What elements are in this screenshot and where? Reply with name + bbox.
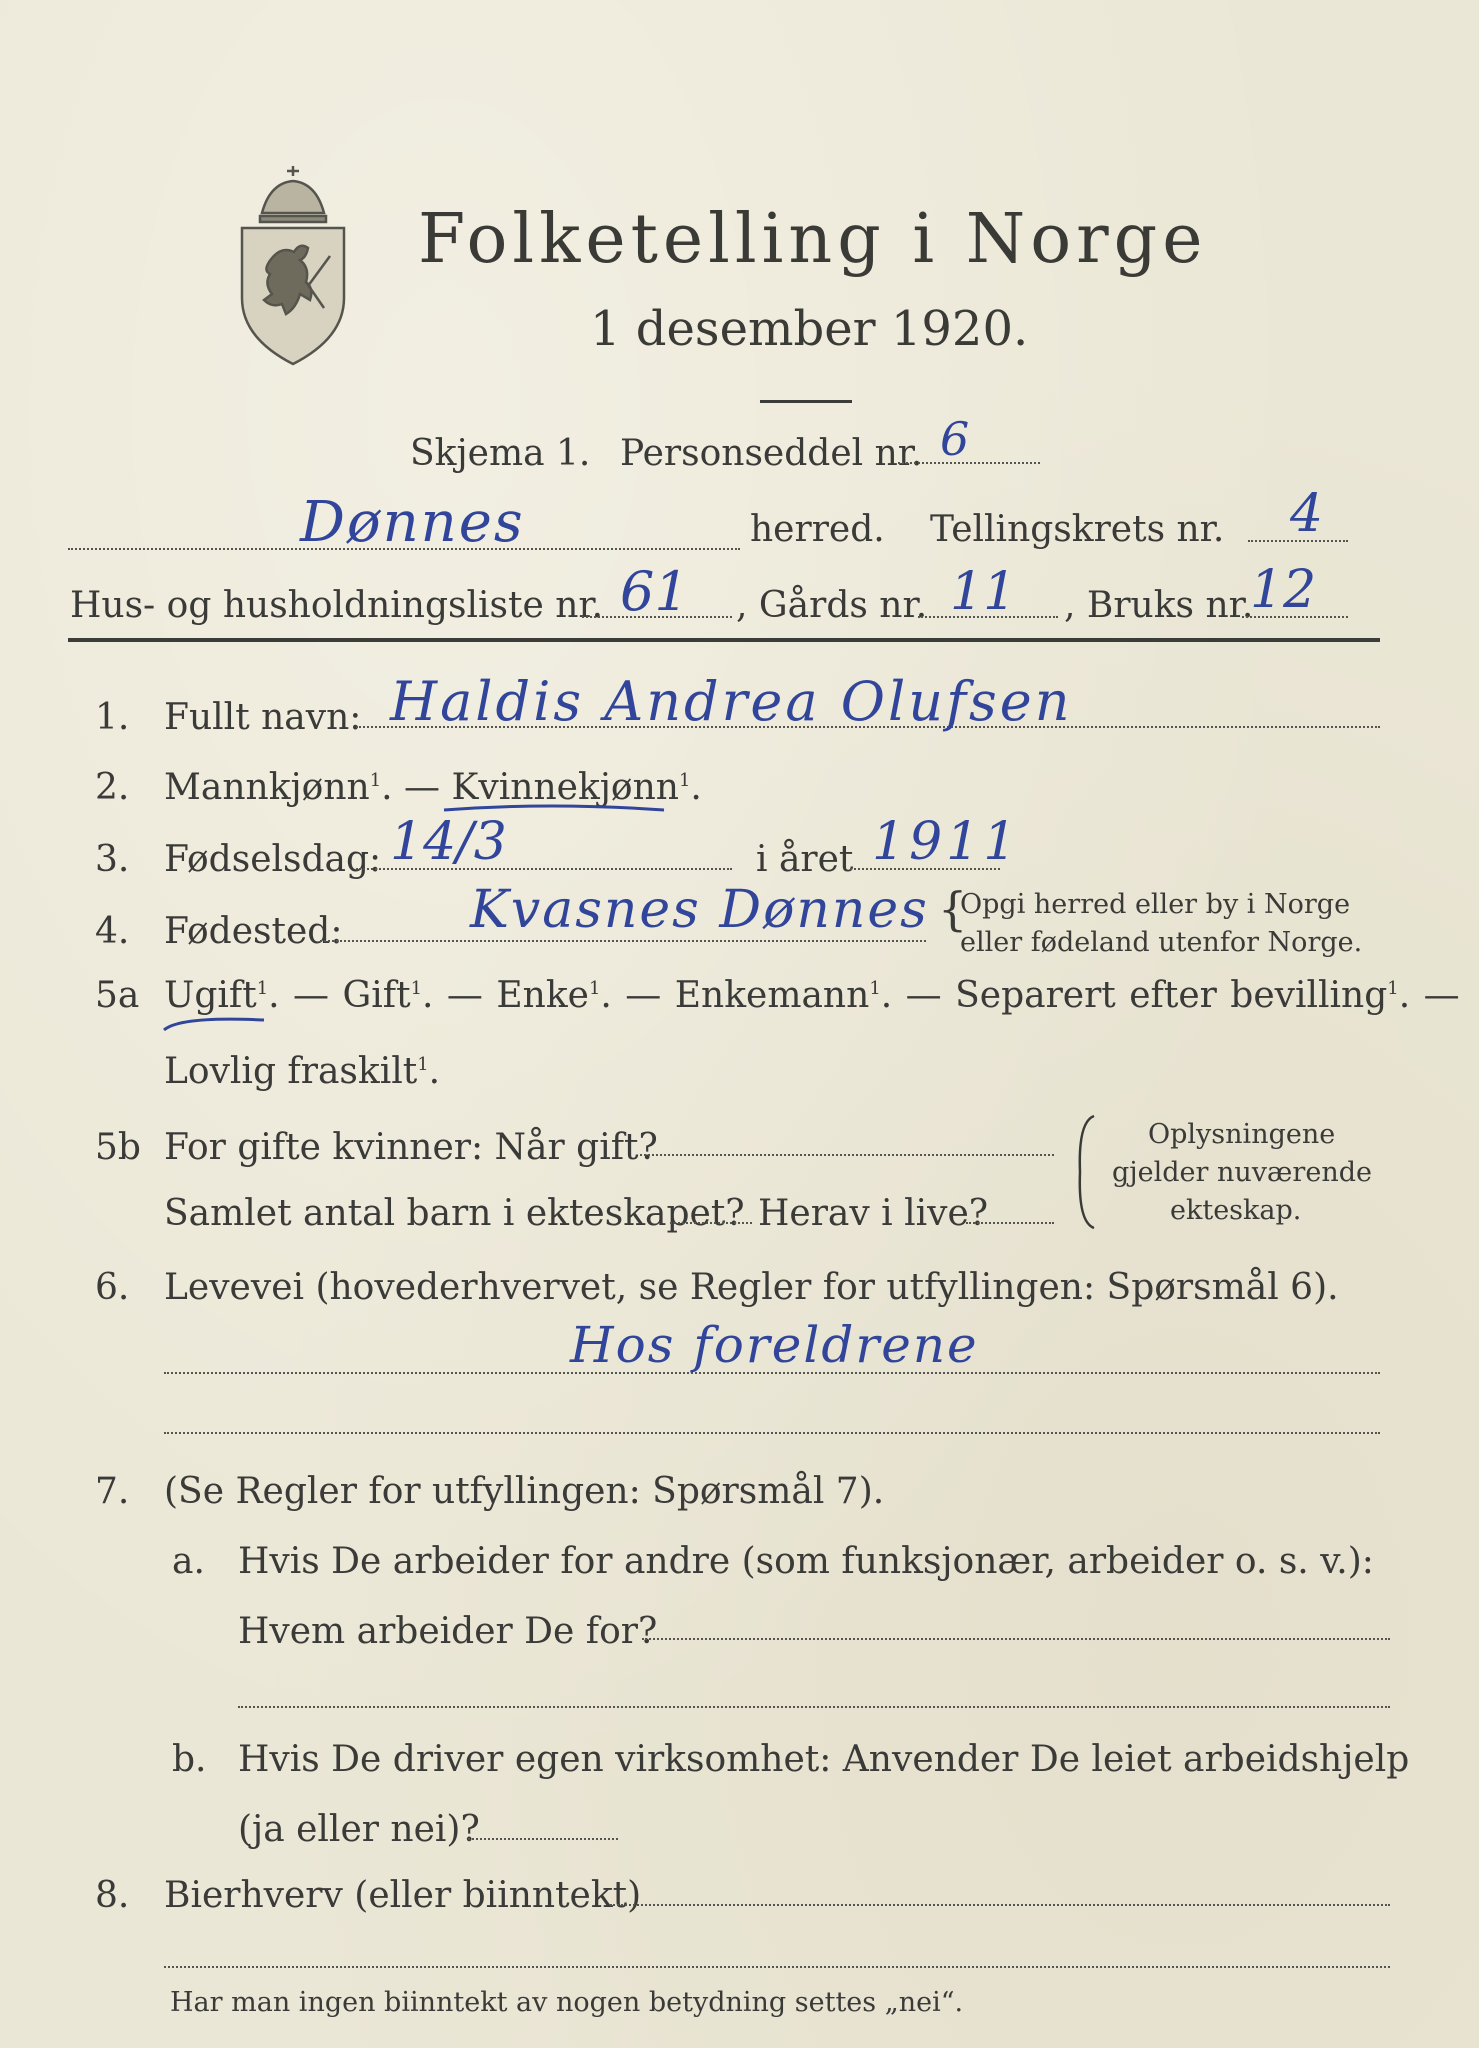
q7b-label: Hvis De driver egen virksomhet: Anvender De leiet arbeidshjelp — [238, 1739, 1410, 1780]
q7a-question: Hvem arbeider De for? — [238, 1611, 658, 1652]
occupation-value[interactable]: Hos foreldrene — [570, 1316, 979, 1374]
gender-female-option[interactable]: Kvinnekjønn — [451, 767, 679, 808]
q4-brace: { — [938, 882, 968, 936]
marital-fraskilt-option[interactable]: Lovlig fraskilt$^1$. — [164, 1051, 441, 1092]
q7a-label: Hvis De arbeider for andre (som funksjonær, arbeider o. s. v.): — [238, 1541, 1374, 1582]
form-title: Folketelling i Norge — [418, 200, 1208, 279]
q5b-brace — [1070, 1112, 1100, 1232]
marital-separert-option[interactable]: Separert efter bevilling — [955, 975, 1388, 1016]
tellingskrets-value[interactable]: 4 — [1290, 484, 1324, 544]
bruks-label: , Bruks nr. — [1064, 585, 1254, 626]
q3-label: Fødselsdag: — [164, 839, 382, 880]
marital-gift-option[interactable]: Gift — [342, 975, 411, 1016]
tellingskrets-label: Tellingskrets nr. — [930, 509, 1225, 550]
q7b-number: b. — [172, 1739, 207, 1780]
q4-label: Fødested: — [164, 911, 343, 952]
herred-value[interactable]: Dønnes — [300, 490, 525, 555]
gards-value[interactable]: 11 — [950, 562, 1017, 622]
q1-number: 1. — [95, 697, 130, 738]
q6-label: Levevei (hovederhvervet, se Regler for utfyllingen: Spørsmål 6). — [164, 1267, 1339, 1308]
birth-day-value[interactable]: 14/3 — [390, 812, 507, 872]
norwegian-coat-of-arms-icon — [232, 158, 354, 368]
q7b-question: (ja eller nei)? — [238, 1809, 480, 1850]
skjema-label: Skjema 1. — [410, 433, 591, 474]
gender-male-option[interactable]: Mannkjønn — [164, 767, 370, 808]
q5a-number: 5a — [95, 975, 140, 1016]
q8-number: 8. — [95, 1875, 130, 1916]
personseddel-value[interactable]: 6 — [940, 412, 970, 466]
q8-label: Bierhverv (eller biinntekt) — [164, 1875, 642, 1916]
q5b-note-2: gjelder nuværende — [1112, 1157, 1372, 1188]
gender-line: Mannkjønn$^1$. — Kvinnekjønn$^1$. — [164, 767, 702, 808]
q4-note-2: eller fødeland utenfor Norge. — [960, 927, 1363, 958]
q7-label: (Se Regler for utfyllingen: Spørsmål 7). — [164, 1471, 885, 1512]
q6-number: 6. — [95, 1267, 130, 1308]
bruks-value[interactable]: 12 — [1250, 560, 1317, 620]
marital-enke-option[interactable]: Enke — [496, 975, 589, 1016]
q5b-label-1: For gifte kvinner: Når gift? — [164, 1127, 658, 1168]
q3-number: 3. — [95, 839, 130, 880]
header-rule — [68, 638, 1380, 642]
personseddel-label: Personseddel nr. — [620, 433, 923, 474]
aaret-label: i året — [756, 839, 854, 880]
birthplace-value[interactable]: Kvasnes Dønnes — [470, 880, 929, 940]
herred-label: herred. — [750, 509, 885, 550]
full-name-value[interactable]: Haldis Andrea Olufsen — [390, 670, 1073, 733]
q5b-note-3: ekteskap. — [1170, 1195, 1302, 1226]
q1-label: Fullt navn: — [164, 697, 362, 738]
footer-note: Har man ingen biinntekt av nogen betydning settes „nei“. — [170, 1987, 964, 2018]
marital-ugift-option[interactable]: Ugift — [164, 975, 257, 1016]
q4-number: 4. — [95, 911, 130, 952]
form-date: 1 desember 1920. — [590, 301, 1029, 357]
hus-value[interactable]: 61 — [620, 560, 689, 623]
q5b-number: 5b — [95, 1127, 141, 1168]
q5b-label-3: Herav i live? — [758, 1193, 989, 1234]
marital-enkemann-option[interactable]: Enkemann — [674, 975, 870, 1016]
marital-status-line-1: Ugift$^1$. — Gift$^1$. — Enke$^1$. — Enkemann$^1$. — Separert efter bevilling$^1$. — — [164, 975, 1460, 1016]
ugift-underline-mark — [160, 1012, 270, 1034]
hus-label: Hus- og husholdningsliste nr. — [70, 585, 604, 626]
title-divider — [760, 400, 852, 403]
q4-note-1: Opgi herred eller by i Norge — [960, 889, 1351, 920]
birth-year-value[interactable]: 1911 — [872, 812, 1021, 872]
q7-number: 7. — [95, 1471, 130, 1512]
gards-label: , Gårds nr. — [736, 585, 928, 626]
q7a-number: a. — [172, 1541, 205, 1582]
q5b-label-2: Samlet antal barn i ekteskapet? — [164, 1193, 745, 1234]
q2-number: 2. — [95, 767, 130, 808]
q5b-note-1: Oplysningene — [1148, 1119, 1336, 1150]
